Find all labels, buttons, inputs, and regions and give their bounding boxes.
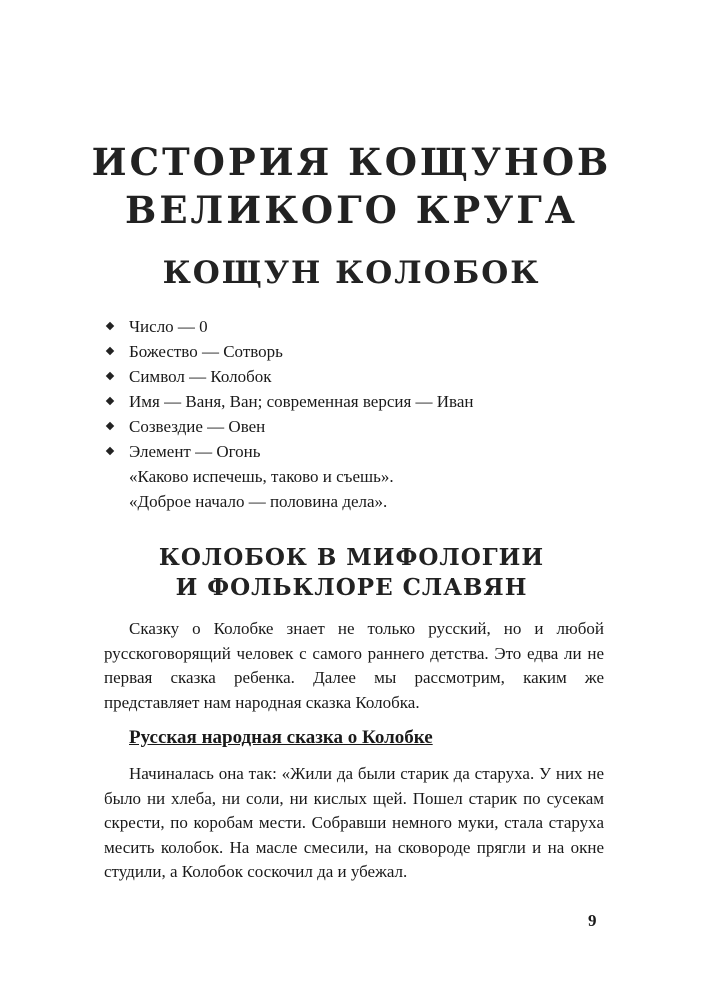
fact-item	[104, 389, 624, 414]
fact-item	[104, 339, 624, 364]
diamond-bullet-icon	[106, 422, 114, 430]
story-paragraph: Начиналась она так: «Жили да были старик да старуха. У них не было ни хлеба, ни соли, ни кислых щей. Пошел старик по сусекам скрести, по коробам мести. Собравши немного муки, стала старуха месить колобок. На масле смесили, на сковороде прягли и на окне студили, а Колобок соскочил да и убежал.	[104, 764, 604, 882]
fact-text: Символ — Колобок	[129, 367, 272, 386]
fact-item	[104, 314, 624, 339]
diamond-bullet-icon	[106, 347, 114, 355]
facts-list	[104, 314, 624, 514]
diamond-bullet-icon	[106, 447, 114, 455]
fact-item	[104, 439, 624, 464]
fact-text: Божество — Сотворь	[129, 342, 283, 361]
fact-item	[104, 364, 624, 389]
fact-text: Элемент — Огонь	[129, 442, 261, 461]
chapter-title	[0, 138, 703, 234]
subsection-heading: Русская народная сказка о Колобке	[129, 727, 433, 748]
section-heading-line: КОЛОБОК В МИФОЛОГИИ	[158, 544, 545, 571]
section-heading-line: И ФОЛЬКЛОРЕ СЛАВЯН	[175, 574, 528, 601]
page-number: 9	[588, 911, 597, 930]
proverb: «Доброе начало — половина дела».	[129, 492, 388, 511]
fact-text: Имя — Ваня, Ван; современная версия — Иван	[129, 392, 474, 411]
diamond-bullet-icon	[106, 372, 114, 380]
intro-paragraph: Сказку о Колобке знает не только русский, но и любой русскоговорящий человек с самого раннего детства. Это едва ли не первая сказка ребенка. Далее мы рассмотрим, каким же представляет нам народная сказка Колобка.	[104, 619, 604, 712]
section-heading	[0, 543, 703, 603]
fact-text: Созвездие — Овен	[129, 417, 266, 436]
chapter-title-line: ВЕЛИКОГО КРУГА	[125, 188, 578, 232]
chapter-title-line: ИСТОРИЯ КОЩУНОВ	[91, 140, 612, 184]
fact-item	[104, 414, 624, 439]
fact-text: Число — 0	[129, 317, 208, 336]
proverb: «Каково испечешь, таково и съешь».	[129, 467, 394, 486]
diamond-bullet-icon	[106, 322, 114, 330]
diamond-bullet-icon	[106, 397, 114, 405]
chapter-subtitle: КОЩУН КОЛОБОК	[162, 255, 541, 291]
